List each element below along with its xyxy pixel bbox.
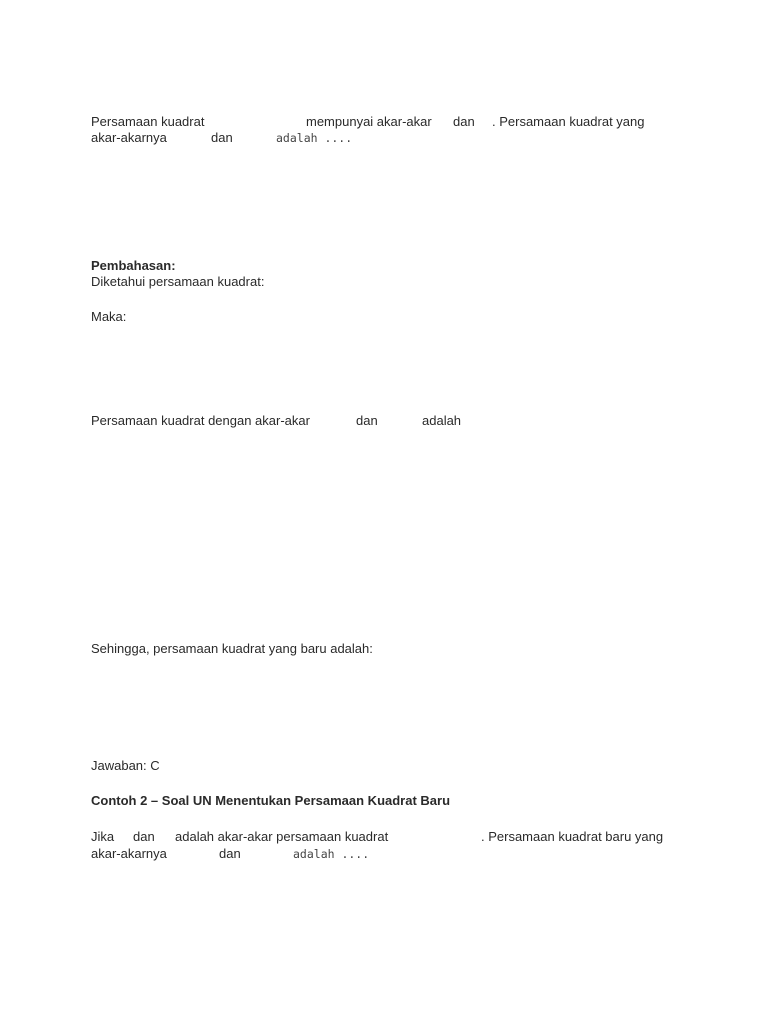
solution-then: Maka: — [91, 309, 127, 324]
problem1-text: Persamaan kuadrat — [91, 114, 205, 129]
answer: Jawaban: C — [91, 758, 160, 773]
example2-text: . Persamaan kuadrat baru yang — [481, 829, 664, 844]
example2-heading: Contoh 2 – Soal UN Menentukan Persamaan Kuadrat Baru — [91, 793, 451, 808]
problem1-text: mempunyai akar-akar — [306, 114, 432, 129]
problem1-text: dan — [211, 130, 233, 145]
example2-text: dan — [219, 846, 241, 861]
example2-text: Jika — [91, 829, 115, 844]
roots-text: adalah — [422, 413, 462, 428]
solution-heading: Pembahasan: — [91, 258, 176, 273]
roots-text: Persamaan kuadrat dengan akar-akar — [91, 413, 310, 428]
example2-text: akar-akarnya — [91, 846, 167, 861]
example2-question: adalah .... — [293, 847, 370, 861]
problem1-text: . Persamaan kuadrat yang — [492, 114, 645, 129]
solution-result: Sehingga, persamaan kuadrat yang baru adalah: — [91, 641, 373, 656]
problem1-question: adalah .... — [276, 131, 353, 145]
example2-text: adalah akar-akar persamaan kuadrat — [175, 829, 389, 844]
roots-text: dan — [356, 413, 378, 428]
problem1-text: akar-akarnya — [91, 130, 167, 145]
solution-known: Diketahui persamaan kuadrat: — [91, 274, 265, 289]
example2-text: dan — [133, 829, 155, 844]
problem1-text: dan — [453, 114, 475, 129]
